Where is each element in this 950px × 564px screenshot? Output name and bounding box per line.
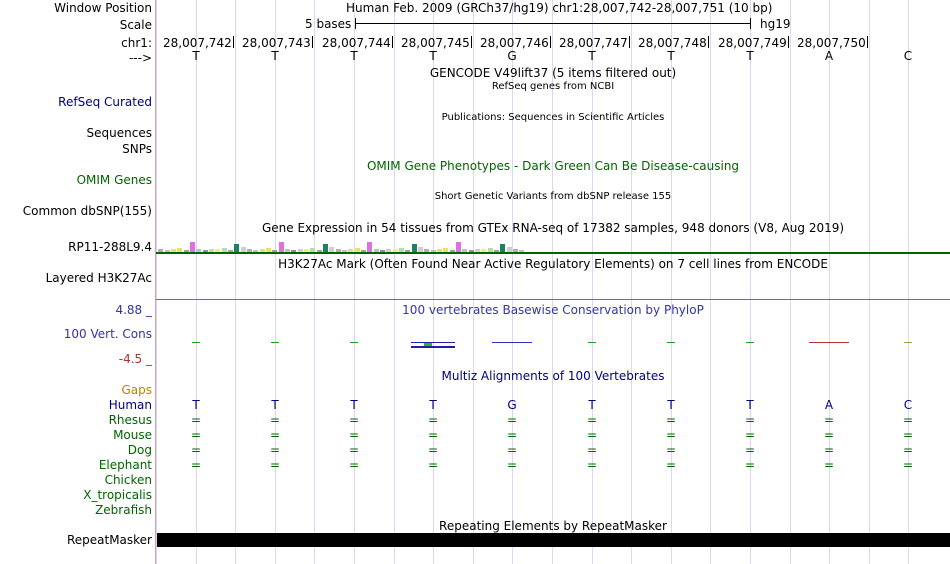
gencode-track-title[interactable]: GENCODE V49lift37 (5 items filtered out) [429,66,677,80]
alignment-cell: = [744,458,756,472]
scale-assembly: hg19 [760,17,791,31]
alignment-cell: = [269,443,281,457]
phylop-mark [809,342,849,343]
h3k27ac-track-label[interactable]: Layered H3K27Ac [45,271,152,285]
gtex-tissue-bar[interactable] [412,244,417,252]
species-label[interactable]: Elephant [98,458,152,472]
coordinate-tick [471,36,472,48]
species-label[interactable]: Mouse [113,428,152,442]
coordinate-label: 28,007,745 [401,36,470,50]
alignment-cell: T [350,398,358,412]
base-letter: T [429,49,437,63]
multiz-track-title[interactable]: Multiz Alignments of 100 Vertebrates [441,369,665,383]
phylop-mark [746,342,754,343]
base-letter: G [507,49,517,63]
phylop-max-label: 4.88 _ [115,303,152,317]
alignment-cell: C [903,398,913,412]
scale-bar [355,23,751,24]
scale-label[interactable]: Scale [119,18,152,32]
alignment-cell: = [348,458,360,472]
alignment-cell: A [824,398,834,412]
species-label[interactable]: Zebrafish [95,503,152,517]
phylop-dip [411,346,455,348]
coordinate-label: 28,007,749 [718,36,787,50]
species-label[interactable]: Rhesus [108,413,152,427]
phylop-track-title[interactable]: 100 vertebrates Basewise Conservation by PhyloP [402,303,704,317]
alignment-cell: = [427,413,439,427]
coordinate-label: 28,007,742 [163,36,232,50]
window-position-value: Human Feb. 2009 (GRCh37/hg19) chr1:28,007,742-28,007,751 (10 bp) [346,1,773,15]
alignment-cell: = [665,413,677,427]
coordinate-label: 28,007,750 [797,36,866,50]
publications-track-title[interactable]: Publications: Sequences in Scientific Articles [441,112,665,123]
snps-track-label[interactable]: SNPs [122,142,152,156]
refseq-track-title[interactable]: RefSeq genes from NCBI [491,81,615,92]
repeatmasker-track-label[interactable]: RepeatMasker [66,533,152,547]
alignment-cell: = [190,413,202,427]
repeatmasker-track-title[interactable]: Repeating Elements by RepeatMasker [439,519,667,533]
alignment-cell: = [190,428,202,442]
alignment-cell: = [348,428,360,442]
alignment-cell: = [427,458,439,472]
alignment-cell: = [190,443,202,457]
alignment-cell: = [586,458,598,472]
base-letter: T [588,49,596,63]
h3k27ac-track-title[interactable]: H3K27Ac Mark (Often Found Near Active Regulatory Elements) on 7 cell lines from ENCODE [278,257,828,271]
gtex-tissue-bar[interactable] [500,244,505,252]
gtex-tissue-bar[interactable] [234,244,239,252]
species-label[interactable]: Human [108,398,152,412]
alignment-cell: = [902,428,914,442]
scale-bar-right-tick [750,18,751,29]
alignment-cell: = [348,443,360,457]
coordinate-tick [629,36,630,48]
gtex-tissue-bar[interactable] [367,242,372,252]
coordinate-label: 28,007,747 [559,36,628,50]
alignment-cell: = [190,458,202,472]
alignment-cell: = [506,458,518,472]
alignment-cell: = [744,413,756,427]
phylop-mark [411,342,455,343]
phylop-mark [492,342,532,343]
base-letter: T [192,49,200,63]
gtex-gene-label[interactable]: RP11-288L9.4 [68,240,152,254]
gtex-gene-line [156,252,950,254]
alignment-cell: = [506,428,518,442]
coordinate-label: 28,007,744 [322,36,391,50]
alignment-cell: T [271,398,279,412]
alignment-cell: = [586,428,598,442]
coordinate-tick [233,36,234,48]
coordinate-label: 28,007,743 [242,36,311,50]
scale-bar-left-tick [355,18,356,29]
alignment-cell: = [427,443,439,457]
alignment-cell: = [665,443,677,457]
coordinate-tick [392,36,393,48]
omim-track-label[interactable]: OMIM Genes [76,173,152,187]
gtex-tissue-bar[interactable] [190,242,195,252]
window-position-label: Window Position [54,1,152,15]
alignment-cell: = [823,428,835,442]
dbsnp-track-label[interactable]: Common dbSNP(155) [22,204,152,218]
repeatmasker-element-bar[interactable] [157,533,950,547]
base-letter: A [824,49,834,63]
phylop-min-label: -4.5 _ [118,352,152,366]
alignment-cell: T [746,398,754,412]
coordinate-tick [312,36,313,48]
alignment-cell: = [902,458,914,472]
phylop-mark [350,342,358,343]
alignment-cell: = [744,428,756,442]
coordinate-tick [788,36,789,48]
alignment-cell: = [823,443,835,457]
alignment-cell: = [427,428,439,442]
base-letter: T [667,49,675,63]
alignment-cell: = [902,443,914,457]
alignment-cell: = [665,428,677,442]
alignment-cell: G [507,398,517,412]
alignment-cell: = [269,458,281,472]
base-letter: T [350,49,358,63]
alignment-cell: T [667,398,675,412]
refseq-track-label[interactable]: RefSeq Curated [58,95,152,109]
coordinate-label: 28,007,748 [638,36,707,50]
alignment-cell: = [269,428,281,442]
phylop-mark [904,342,912,343]
alignment-cell: = [506,443,518,457]
phylop-track-label[interactable]: 100 Vert. Cons [63,327,152,341]
alignment-cell: = [348,413,360,427]
omim-track-title[interactable]: OMIM Gene Phenotypes - Dark Green Can Be Disease-causing [366,159,740,173]
species-label[interactable]: Chicken [104,473,152,487]
gtex-tissue-bar[interactable] [323,244,328,252]
alignment-cell: = [269,413,281,427]
dbsnp-track-title[interactable]: Short Genetic Variants from dbSNP release 155 [434,191,672,202]
alignment-cell: T [192,398,200,412]
phylop-mark [667,342,675,343]
gtex-tissue-bar[interactable] [279,242,284,252]
alignment-cell: T [429,398,437,412]
gaps-track-label[interactable]: Gaps [121,383,152,397]
base-letter: T [746,49,754,63]
coordinate-tick [550,36,551,48]
base-letter: T [271,49,279,63]
h3k27ac-baseline [156,299,950,300]
gtex-track-title[interactable]: Gene Expression in 54 tissues from GTEx RNA-seq of 17382 samples, 948 donors (V8, Aug 2019) [261,221,845,235]
alignment-cell: = [823,413,835,427]
alignment-cell: = [823,458,835,472]
phylop-mark [588,342,596,343]
alignment-cell: = [902,413,914,427]
gtex-tissue-bar[interactable] [456,242,461,252]
coordinate-label: 28,007,746 [480,36,549,50]
base-letter: C [903,49,913,63]
phylop-mark [192,342,200,343]
chrom-label[interactable]: chr1: [121,36,152,50]
alignment-cell: = [665,458,677,472]
species-label[interactable]: X_tropicalis [83,488,152,502]
coordinate-tick [867,36,868,48]
sequences-track-label[interactable]: Sequences [86,126,152,140]
phylop-mark [271,342,279,343]
alignment-cell: T [588,398,596,412]
alignment-cell: = [744,443,756,457]
alignment-cell: = [586,443,598,457]
scale-text: 5 bases [305,17,352,31]
strand-label[interactable]: ---> [128,51,152,65]
alignment-cell: = [586,413,598,427]
species-label[interactable]: Dog [127,443,152,457]
alignment-cell: = [506,413,518,427]
coordinate-tick [708,36,709,48]
